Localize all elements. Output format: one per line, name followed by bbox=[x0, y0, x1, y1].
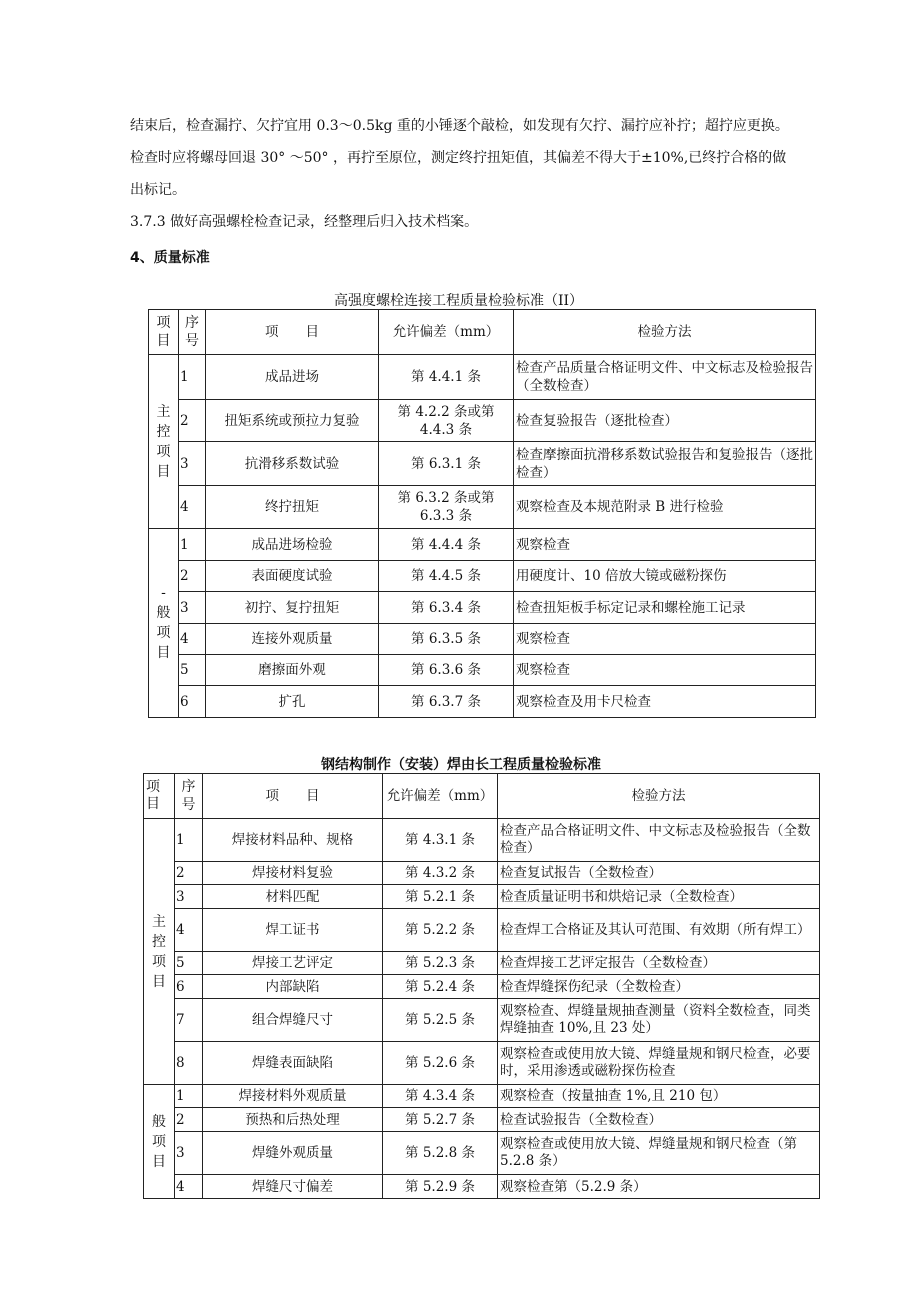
row-method: 检查焊接工艺评定报告（全数检查） bbox=[498, 952, 820, 975]
table-row bbox=[144, 1085, 820, 1108]
table-row bbox=[144, 862, 820, 885]
row-method: 观察检查 bbox=[514, 624, 816, 655]
bolt-quality-table bbox=[148, 309, 816, 718]
row-item: 终拧扭矩 bbox=[206, 486, 379, 529]
row-method: 观察检查及本规范附录 B 进行检验 bbox=[514, 486, 816, 529]
table-row bbox=[149, 486, 816, 529]
header-method: 检验方法 bbox=[498, 774, 820, 819]
row-item: 预热和后热处理 bbox=[203, 1108, 383, 1132]
row-tolerance: 第 5.2.2 条 bbox=[383, 909, 498, 952]
general-items-label: 般项目 bbox=[144, 1085, 175, 1199]
row-method: 观察检查 bbox=[514, 655, 816, 686]
header-item: 项 目 bbox=[203, 774, 383, 819]
row-item: 焊缝外观质量 bbox=[203, 1132, 383, 1175]
row-seq: 4 bbox=[175, 1175, 203, 1199]
row-item: 焊缝尺寸偏差 bbox=[203, 1175, 383, 1199]
row-seq: 3 bbox=[179, 592, 206, 624]
row-seq: 2 bbox=[175, 1108, 203, 1132]
row-tolerance: 第 6.3.2 条或第 6.3.3 条 bbox=[379, 486, 514, 529]
row-method: 观察检查或使用放大镜、焊缝量规和钢尺检查，必要时，采用渗透或磁粉探伤检查 bbox=[498, 1042, 820, 1085]
header-category: 项目 bbox=[144, 774, 175, 819]
row-seq: 8 bbox=[175, 1042, 203, 1085]
row-seq: 5 bbox=[179, 655, 206, 686]
row-method: 检查产品质量合格证明文件、中文标志及检验报告（全数检查） bbox=[514, 355, 816, 400]
row-item: 初拧、复拧扭矩 bbox=[206, 592, 379, 624]
row-method: 观察检查及用卡尺检查 bbox=[514, 686, 816, 718]
general-items-label: -般项目 bbox=[149, 529, 179, 718]
row-tolerance: 第 5.2.8 条 bbox=[383, 1132, 498, 1175]
welding-quality-table bbox=[143, 773, 820, 1199]
row-tolerance: 第 4.2.2 条或第 4.4.3 条 bbox=[379, 400, 514, 442]
row-seq: 2 bbox=[175, 862, 203, 885]
table-row bbox=[149, 529, 816, 561]
row-item: 焊接材料品种、规格 bbox=[203, 819, 383, 862]
row-item: 内部缺陷 bbox=[203, 975, 383, 999]
header-tolerance: 允许偏差（mm） bbox=[379, 310, 514, 355]
row-item: 焊工证书 bbox=[203, 909, 383, 952]
row-method: 检查试验报告（全数检查） bbox=[498, 1108, 820, 1132]
row-item: 焊缝表面缺陷 bbox=[203, 1042, 383, 1085]
table-row bbox=[149, 561, 816, 592]
row-method: 检查焊缝探伤纪录（全数检查） bbox=[498, 975, 820, 999]
row-tolerance: 第 5.2.5 条 bbox=[383, 999, 498, 1042]
row-item: 表面硬度试验 bbox=[206, 561, 379, 592]
row-tolerance: 第 5.2.9 条 bbox=[383, 1175, 498, 1199]
row-tolerance: 第 5.2.3 条 bbox=[383, 952, 498, 975]
row-tolerance: 第 4.3.1 条 bbox=[383, 819, 498, 862]
header-seq: 序号 bbox=[179, 310, 206, 355]
table-row bbox=[144, 1042, 820, 1085]
intro-line-2: 检查时应将螺母回退 30° ～50° ，再拧至原位，测定终拧扭矩值，其偏差不得大于±10%,已终拧合格的做 bbox=[130, 150, 787, 166]
row-seq: 3 bbox=[175, 1132, 203, 1175]
row-method: 检查摩擦面抗滑移系数试验报告和复验报告（逐批检查） bbox=[514, 442, 816, 486]
table-row bbox=[149, 686, 816, 718]
row-method: 检查质量证明书和烘焙记录（全数检查） bbox=[498, 885, 820, 909]
row-tolerance: 第 5.2.7 条 bbox=[383, 1108, 498, 1132]
row-seq: 6 bbox=[179, 686, 206, 718]
row-seq: 6 bbox=[175, 975, 203, 999]
row-method: 检查扭矩板手标定记录和螺栓施工记录 bbox=[514, 592, 816, 624]
table-row bbox=[144, 975, 820, 999]
row-tolerance: 第 5.2.4 条 bbox=[383, 975, 498, 999]
row-tolerance: 第 4.4.5 条 bbox=[379, 561, 514, 592]
row-method: 观察检查、焊缝量规抽查测量（资料全数检查，同类焊缝抽查 10%,且 23 处） bbox=[498, 999, 820, 1042]
row-seq: 2 bbox=[179, 400, 206, 442]
row-tolerance: 第 6.3.6 条 bbox=[379, 655, 514, 686]
row-item: 焊接工艺评定 bbox=[203, 952, 383, 975]
row-tolerance: 第 4.4.1 条 bbox=[379, 355, 514, 400]
table-row bbox=[144, 1132, 820, 1175]
row-item: 材料匹配 bbox=[203, 885, 383, 909]
row-item: 焊接材料外观质量 bbox=[203, 1085, 383, 1108]
intro-line-3: 出标记。 bbox=[130, 182, 186, 198]
row-method: 检查复试报告（全数检查） bbox=[498, 862, 820, 885]
row-item: 组合焊缝尺寸 bbox=[203, 999, 383, 1042]
row-seq: 4 bbox=[179, 624, 206, 655]
row-seq: 4 bbox=[179, 486, 206, 529]
main-items-label: 主控项目 bbox=[149, 355, 179, 529]
table-row bbox=[144, 885, 820, 909]
row-seq: 5 bbox=[175, 952, 203, 975]
table-row bbox=[144, 952, 820, 975]
row-item: 扭矩系统或预拉力复验 bbox=[206, 400, 379, 442]
row-item: 成品进场检验 bbox=[206, 529, 379, 561]
header-method: 检验方法 bbox=[514, 310, 816, 355]
table-row bbox=[149, 355, 816, 400]
row-method: 检查复验报告（逐批检查） bbox=[514, 400, 816, 442]
main-items-label: 主控项目 bbox=[144, 819, 175, 1085]
row-seq: 3 bbox=[179, 442, 206, 486]
row-seq: 3 bbox=[175, 885, 203, 909]
row-seq: 7 bbox=[175, 999, 203, 1042]
table-row bbox=[149, 624, 816, 655]
table-row bbox=[149, 442, 816, 486]
row-item: 磨擦面外观 bbox=[206, 655, 379, 686]
table2-title: 钢结构制作（安装）焊由长工程质量检验标准 bbox=[321, 757, 601, 773]
row-tolerance: 第 4.3.4 条 bbox=[383, 1085, 498, 1108]
table-row bbox=[149, 655, 816, 686]
table-header-row bbox=[144, 774, 820, 819]
row-item: 扩孔 bbox=[206, 686, 379, 718]
row-method: 观察检查第（5.2.9 条） bbox=[498, 1175, 820, 1199]
row-tolerance: 第 5.2.6 条 bbox=[383, 1042, 498, 1085]
row-seq: 1 bbox=[179, 529, 206, 561]
table-row bbox=[144, 819, 820, 862]
row-item: 连接外观质量 bbox=[206, 624, 379, 655]
row-seq: 1 bbox=[179, 355, 206, 400]
table-row bbox=[149, 592, 816, 624]
table-header-row bbox=[149, 310, 816, 355]
row-method: 观察检查或使用放大镜、焊缝量规和钢尺检查（第 5.2.8 条） bbox=[498, 1132, 820, 1175]
row-method: 检查产品合格证明文件、中文标志及检验报告（全数检查） bbox=[498, 819, 820, 862]
row-tolerance: 第 6.3.4 条 bbox=[379, 592, 514, 624]
table-row bbox=[144, 1175, 820, 1199]
table-row bbox=[144, 1108, 820, 1132]
row-tolerance: 第 6.3.7 条 bbox=[379, 686, 514, 718]
row-method: 检查焊工合格证及其认可范围、有效期（所有焊工） bbox=[498, 909, 820, 952]
header-seq: 序号 bbox=[175, 774, 203, 819]
row-tolerance: 第 6.3.5 条 bbox=[379, 624, 514, 655]
intro-line-1: 结束后，检查漏拧、欠拧宜用 0.3～0.5kg 重的小锤逐个敲检，如发现有欠拧、漏拧应补拧；超拧应更换。 bbox=[130, 118, 789, 134]
header-category: 项目 bbox=[149, 310, 179, 355]
row-item: 成品进场 bbox=[206, 355, 379, 400]
row-seq: 1 bbox=[175, 1085, 203, 1108]
row-seq: 1 bbox=[175, 819, 203, 862]
row-seq: 2 bbox=[179, 561, 206, 592]
row-seq: 4 bbox=[175, 909, 203, 952]
row-tolerance: 第 4.3.2 条 bbox=[383, 862, 498, 885]
row-tolerance: 第 4.4.4 条 bbox=[379, 529, 514, 561]
header-tolerance: 允许偏差（mm） bbox=[383, 774, 498, 819]
table-row bbox=[144, 909, 820, 952]
intro-line-4: 3.7.3 做好高强螺栓检查记录，经整理后归入技术档案。 bbox=[130, 214, 479, 230]
table-row bbox=[144, 999, 820, 1042]
row-tolerance: 第 6.3.1 条 bbox=[379, 442, 514, 486]
section-heading: 4、质量标准 bbox=[130, 250, 210, 266]
row-method: 用硬度计、10 倍放大镜或磁粉探伤 bbox=[514, 561, 816, 592]
table1-title: 高强度螺栓连接工程质量检验标准（II） bbox=[334, 293, 584, 309]
table-row bbox=[149, 400, 816, 442]
row-item: 抗滑移系数试验 bbox=[206, 442, 379, 486]
row-method: 观察检查 bbox=[514, 529, 816, 561]
row-method: 观察检查（按量抽查 1%,且 210 包） bbox=[498, 1085, 820, 1108]
row-item: 焊接材料复验 bbox=[203, 862, 383, 885]
row-tolerance: 第 5.2.1 条 bbox=[383, 885, 498, 909]
header-item: 项 目 bbox=[206, 310, 379, 355]
